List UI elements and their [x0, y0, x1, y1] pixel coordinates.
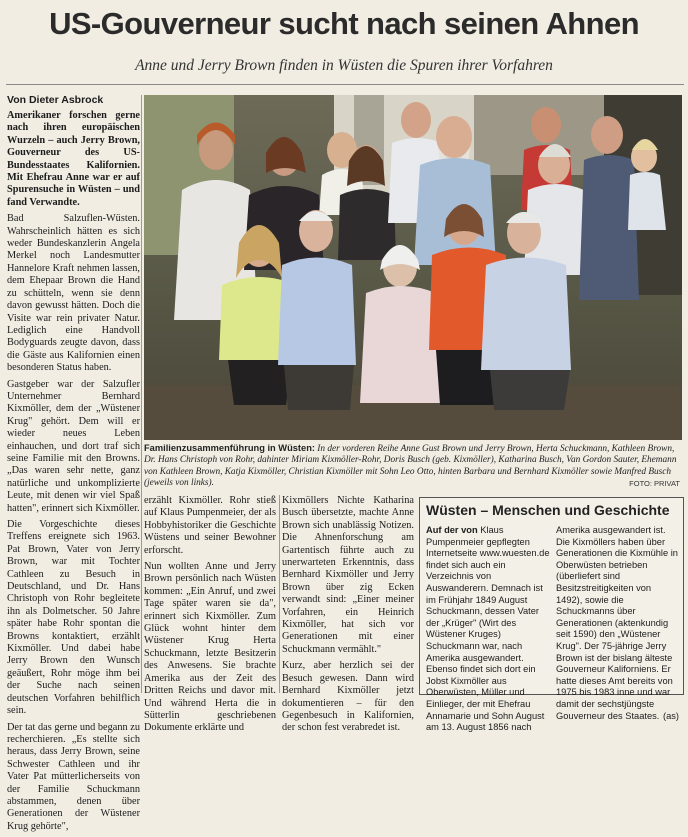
headline: US-Gouverneur sucht nach seinen Ahnen	[49, 6, 639, 41]
photo-caption	[144, 443, 682, 490]
paragraph: Kixmöllers Nichte Katharina Busch übersetzte, machte Anne Brown sich unablässig Notizen. Die Ahnenforschung am Gartentisch führte auch zu unerwarteten Erkenntnis, dass Bernhard Kixmöller und Jerry Brown über zig Ecken verwandt sind: „Einer meiner Vorfahren, ein Heinrich Kixmöller, hat sich vor Generationen mit einer Schuckmann vermählt."	[282, 495, 414, 655]
paragraph: Bad Salzuflen-Wüsten. Wahrscheinlich hätten es sich weder Bundeskanzlerin Angela Merkel noch Landesmutter Hannelore Kraft nehmen lassen, dem Ehepaar Brown die Hand zu schütteln, wenn sie denn davon gewusst hätten. Doch die Visite war rein privater Natur. Lediglich eine Handvoll Bodyguards zeugte davon, dass die Gäste aus Kalifornien einen besonderen Status haben.	[7, 213, 140, 374]
author-line: Von Dieter Asbrock	[7, 94, 104, 106]
info-box-column-1	[426, 525, 550, 734]
caption-text: In der vorderen Reihe Anne Gust Brown und Jerry Brown, Herta Schuckmann, Kathleen Brown, Dr. Hans Christoph von Rohr, dahinter Miriam Kixmöller-Rohr, Doris Busch (geb. Kixmöller), Katharina Busch, Van Gordon Sauter, Ehemann von Kathleen Brown, Katja Kixmöller, Christian Kixmöller mit Sohn Leo Otto, hinten Barbara und Bernhard Kixmöller sowie Manfred Busch (jeweils von links).	[144, 444, 677, 489]
info-box-column-2	[556, 525, 679, 722]
header-rule	[6, 84, 684, 85]
caption-lead: Familienzusammenführung in Wüsten:	[144, 443, 315, 453]
author-initials: (as)	[662, 710, 679, 721]
family-group-photo-image	[144, 95, 682, 440]
column-divider	[141, 95, 142, 693]
paragraph: Der tat das gerne und begann zu recherchieren. „Es stellte sich heraus, dass Jerry Brown, seine Schwester Cathleen und ihr Vater Pat mütterlicherseits von der Familie Schuckmann abstammen, denen über Generationen der Wüstener Krug gehörte",	[7, 721, 140, 832]
info-box-text: Klaus Pumpenmeier gepflegten Internetseite www.wuesten.de findet sich auch ein Verzeichnis von Auswanderern. Demnach ist im Frühjahr 1849 August Schuckmann, dessen Vater der „Krüger" (Wirt des Wüstener Kruges) Schuckmann war, nach Amerika ausgewandert. Ebenso findet sich dort ein Jobst Kixmöller aus Oberwüsten, Müller und Einlieger, der mit Ehefrau Annamarie und Sohn August am 13. August 1856 nach	[426, 525, 550, 733]
paragraph: Gastgeber war der Salzufler Unternehmer Bernhard Kixmöller, dem der „Wüstener Krug" gehört. Dem will er wieder neues Leben einhauchen, und dort traf sich seine Familie mit den Browns. „Das waren sehr nette, ganz natürliche und unkomplizierte Leute, mit denen wir viel Spaß hatten", erinnert sich Kixmöller.	[7, 378, 140, 514]
column-3	[282, 495, 414, 739]
paragraph: Kurz, aber herzlich sei der Besuch gewesen. Dann wird Bernhard Kixmöller jetzt dokumentieren – für den Gegenbesuch in Kalifornien, der schon fest verabredet ist.	[282, 660, 414, 734]
paragraph: erzählt Kixmöller. Rohr stieß auf Klaus Pumpenmeier, der als Hobbyhistoriker die Geschichte Wüstens und seiner Bewohner erforscht.	[144, 495, 276, 556]
column-2	[144, 495, 276, 739]
subheadline: Anne und Jerry Brown finden in Wüsten die Spuren ihrer Vorfahren	[135, 57, 553, 74]
photo-credit: FOTO: PRIVAT	[629, 479, 680, 488]
intro-paragraph: Amerikaner forschen gerne nach ihren europäischen Wurzeln – auch Jerry Brown, Gouverneur des US-Bundesstaates Kalifornien. Mit Ehefrau Anne war er auf Spurensuche in Wüsten – und fand Verwandte.	[7, 110, 140, 208]
column-divider	[279, 495, 280, 693]
group-photo	[144, 95, 682, 440]
info-box-text: Amerika ausgewandert ist. Die Kixmöllers haben über Generationen die Kixmühle in Oberwüsten betrieben (überliefert sind Besitzstreitigkeiten von 1492), sowie die Schuckmanns über Generationen (aktenkundig seit 1590) den „Wüstener Krug". Der 75-jährige Jerry Brown ist der bislang älteste Gouverneur Kaliforniens. Er hatte dieses Amt bereits von 1975 bis 1983 inne und war damit der sechstjüngste Gouverneur des Staates.	[556, 525, 678, 721]
column-1	[7, 110, 140, 837]
info-box-title: Wüsten – Menschen und Geschichte	[426, 502, 670, 518]
paragraph: Die Vorgeschichte dieses Treffens ereignete sich 1963. Pat Brown, Vater von Jerry Brown, war mit Tochter Cathleen zu Besuch in Deutschland, und Dr. Hans Christoph von Rohr begleitete ihn als Dolmetscher. 50 Jahre später habe Rohr spontan die Browns kontaktiert, erzählt Kixmöller. Und dabei habe Jerry Brown den Wunsch geäußert, Rohr möge ihm bei der Suche nach seinen deutschen Vorfahren behilflich sein.	[7, 519, 140, 717]
paragraph: Nun wollten Anne und Jerry Brown persönlich nach Wüsten kommen: „Ein Anruf, und zwei Tage später waren sie da", erinnert sich Kixmöller. Zum Glück wohnt hinter dem Wüstener Krug Herta Schuckmann, letzte Besitzerin des Anwesens. Sie brachte Amerika aus der Zeit des Dritten Reichs und davor mit. Und während Herta die in Sütterlin geschriebenen Dokumente erklärte und	[144, 561, 276, 734]
info-box-lead: Auf der von	[426, 525, 478, 535]
